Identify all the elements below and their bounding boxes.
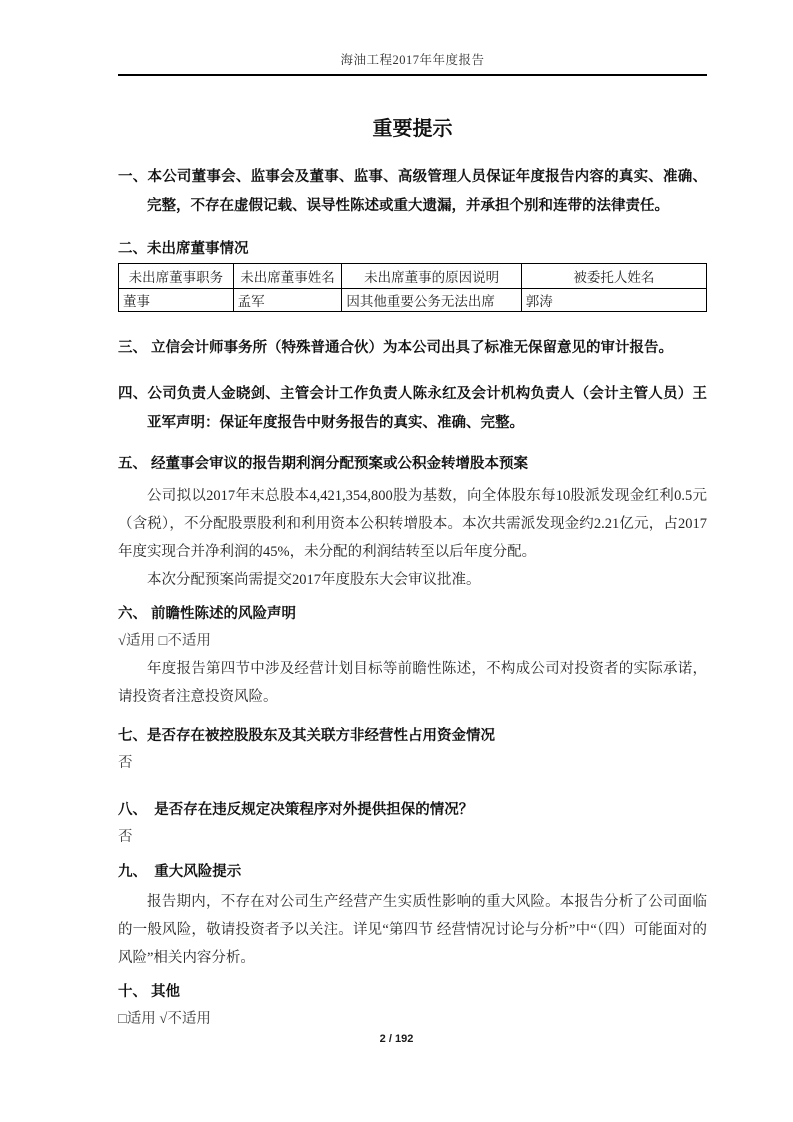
section-six <box>118 604 707 711</box>
page-footer <box>0 1033 793 1045</box>
page-header <box>118 0 707 76</box>
section-ten-applicability: □适用 √不适用 <box>118 1011 211 1027</box>
page-content <box>118 76 707 1031</box>
col-header-position: 未出席董事职务 <box>119 264 234 289</box>
col-header-name: 未出席董事姓名 <box>233 264 342 289</box>
col-header-delegate: 被委托人姓名 <box>521 264 706 289</box>
section-five-heading: 五、 经董事会审议的报告期利润分配预案或公积金转增股本预案 <box>118 456 529 472</box>
section-seven-answer: 否 <box>118 755 133 771</box>
table-header-row <box>119 264 707 289</box>
section-seven <box>118 726 707 775</box>
section-eight <box>118 800 707 849</box>
section-four <box>118 380 707 438</box>
section-nine-heading: 九、 重大风险提示 <box>118 864 242 880</box>
section-one <box>118 163 707 221</box>
section-ten <box>118 982 707 1031</box>
section-eight-heading: 八、 是否存在违反规定决策程序对外提供担保的情况？ <box>118 802 474 818</box>
section-seven-heading: 七、是否存在被控股股东及其关联方非经营性占用资金情况 <box>118 728 495 744</box>
cell-name: 孟军 <box>233 289 342 312</box>
major-risk-paragraph: 报告期内，不存在对公司生产经营产生实质性影响的重大风险。本报告分析了公司面临的一般风险，敬请投资者予以关注。详见“第四节 经营情况讨论与分析”中“（四）可能面对的风险”相关内容分析。 <box>118 894 707 966</box>
page-number: 2 / 192 <box>379 1033 414 1045</box>
dividend-plan-paragraph: 公司拟以2017年末总股本4,421,354,800股为基数，向全体股东每10股派发现金红利0.5元（含税），不分配股票股利和利用资本公积转增股本。本次共需派发现金约2.21亿元，占2017年度实现合并净利润的45%，未分配的利润结转至以后年度分配。 <box>118 488 707 560</box>
running-header-title: 海油工程2017年年度报告 <box>340 53 485 67</box>
absent-directors-table <box>118 263 707 312</box>
section-two <box>118 239 707 312</box>
forward-statement-paragraph: 年度报告第四节中涉及经营计划目标等前瞻性陈述，不构成公司对投资者的实际承诺，请投资者注意投资风险。 <box>118 661 707 705</box>
section-five <box>118 454 707 594</box>
cell-delegate: 郭涛 <box>521 289 706 312</box>
section-six-applicability: √适用 □不适用 <box>118 633 211 649</box>
section-two-heading: 二、未出席董事情况 <box>118 241 249 257</box>
page-title: 重要提示 <box>372 118 453 140</box>
cell-reason: 因其他重要公务无法出席 <box>342 289 521 312</box>
col-header-reason: 未出席董事的原因说明 <box>342 264 521 289</box>
section-four-heading: 四、公司负责人金晓剑、主管会计工作负责人陈永红及会计机构负责人（会计主管人员）王亚军声明：保证年度报告中财务报告的真实、准确、完整。 <box>118 386 707 431</box>
section-one-heading: 一、本公司董事会、监事会及董事、监事、高级管理人员保证年度报告内容的真实、准确、完整，不存在虚假记载、误导性陈述或重大遗漏，并承担个别和连带的法律责任。 <box>118 169 707 214</box>
section-three-heading: 三、 立信会计师事务所（特殊普通合伙）为本公司出具了标准无保留意见的审计报告。 <box>118 340 674 356</box>
section-six-heading: 六、 前瞻性陈述的风险声明 <box>118 606 297 622</box>
section-eight-answer: 否 <box>118 829 133 845</box>
dividend-approval-paragraph: 本次分配预案尚需提交2017年度股东大会审议批准。 <box>147 572 481 588</box>
cell-position: 董事 <box>119 289 234 312</box>
section-ten-heading: 十、 其他 <box>118 984 181 1000</box>
table-row <box>119 289 707 312</box>
section-nine <box>118 862 707 972</box>
section-three <box>118 338 707 358</box>
